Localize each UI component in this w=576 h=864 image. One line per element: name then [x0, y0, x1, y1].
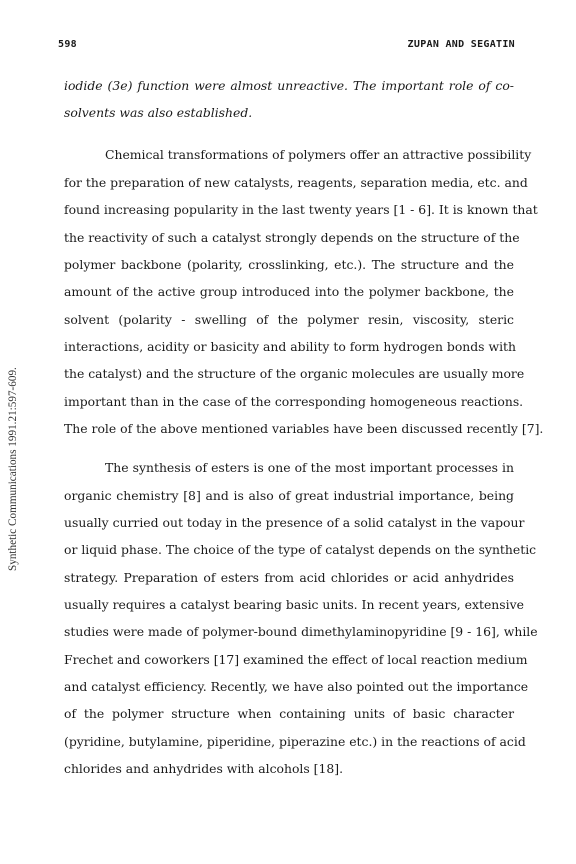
- text-line: and catalyst efficiency. Recently, we have also pointed out the importance: [64, 679, 529, 694]
- text-line: usually curried out today in the presence of a solid catalyst in the vapour: [64, 515, 525, 530]
- text-line: of the polymer structure when containing units of basic character: [64, 706, 514, 721]
- text-line: amount of the active group introduced into the polymer backbone, the: [64, 284, 514, 299]
- text-line: usually requires a catalyst bearing basic units. In recent years, extensive: [64, 597, 524, 612]
- text-line: Frechet and coworkers [17] examined the effect of local reaction medium: [64, 652, 528, 667]
- text-line: solvents was also established.: [64, 105, 253, 120]
- text-line: polymer backbone (polarity, crosslinking, etc.). The structure and the: [64, 257, 514, 272]
- text-line: found increasing popularity in the last twenty years [1 - 6]. It is known that: [64, 202, 538, 217]
- text-line: organic chemistry [8] and is also of great industrial importance, being: [64, 488, 514, 503]
- text-line: Chemical transformations of polymers offer an attractive possibility: [105, 147, 532, 162]
- text-line: iodide (3e) function were almost unreactive. The important role of co-: [64, 78, 514, 93]
- text-line: strategy. Preparation of esters from acid chlorides or acid anhydrides: [64, 570, 514, 585]
- text-line: The role of the above mentioned variables have been discussed recently [7].: [64, 421, 544, 436]
- running-title: ZUPAN AND SEGATIN: [407, 39, 515, 50]
- text-line: for the preparation of new catalysts, reagents, separation media, etc. and: [64, 175, 528, 190]
- text-line: the reactivity of such a catalyst strongly depends on the structure of the: [64, 230, 520, 245]
- running-header: [58, 39, 515, 55]
- text-line: (pyridine, butylamine, piperidine, piperazine etc.) in the reactions of acid: [64, 734, 526, 749]
- text-line: solvent (polarity - swelling of the polymer resin, viscosity, steric: [64, 312, 514, 327]
- page-number: 598: [58, 39, 77, 50]
- text-line: important than in the case of the corresponding homogeneous reactions.: [64, 394, 524, 409]
- text-line: chlorides and anhydrides with alcohols [18].: [64, 761, 344, 776]
- sidebar-citation: Synthetic Communications 1991.21:597-609.: [7, 367, 19, 571]
- text-line: The synthesis of esters is one of the most important processes in: [105, 460, 514, 475]
- text-line: or liquid phase. The choice of the type of catalyst depends on the synthetic: [64, 542, 537, 557]
- text-line: the catalyst) and the structure of the organic molecules are usually more: [64, 366, 525, 381]
- text-line: studies were made of polymer-bound dimethylaminopyridine [9 - 16], while: [64, 624, 538, 639]
- text-line: interactions, acidity or basicity and ability to form hydrogen bonds with: [64, 339, 517, 354]
